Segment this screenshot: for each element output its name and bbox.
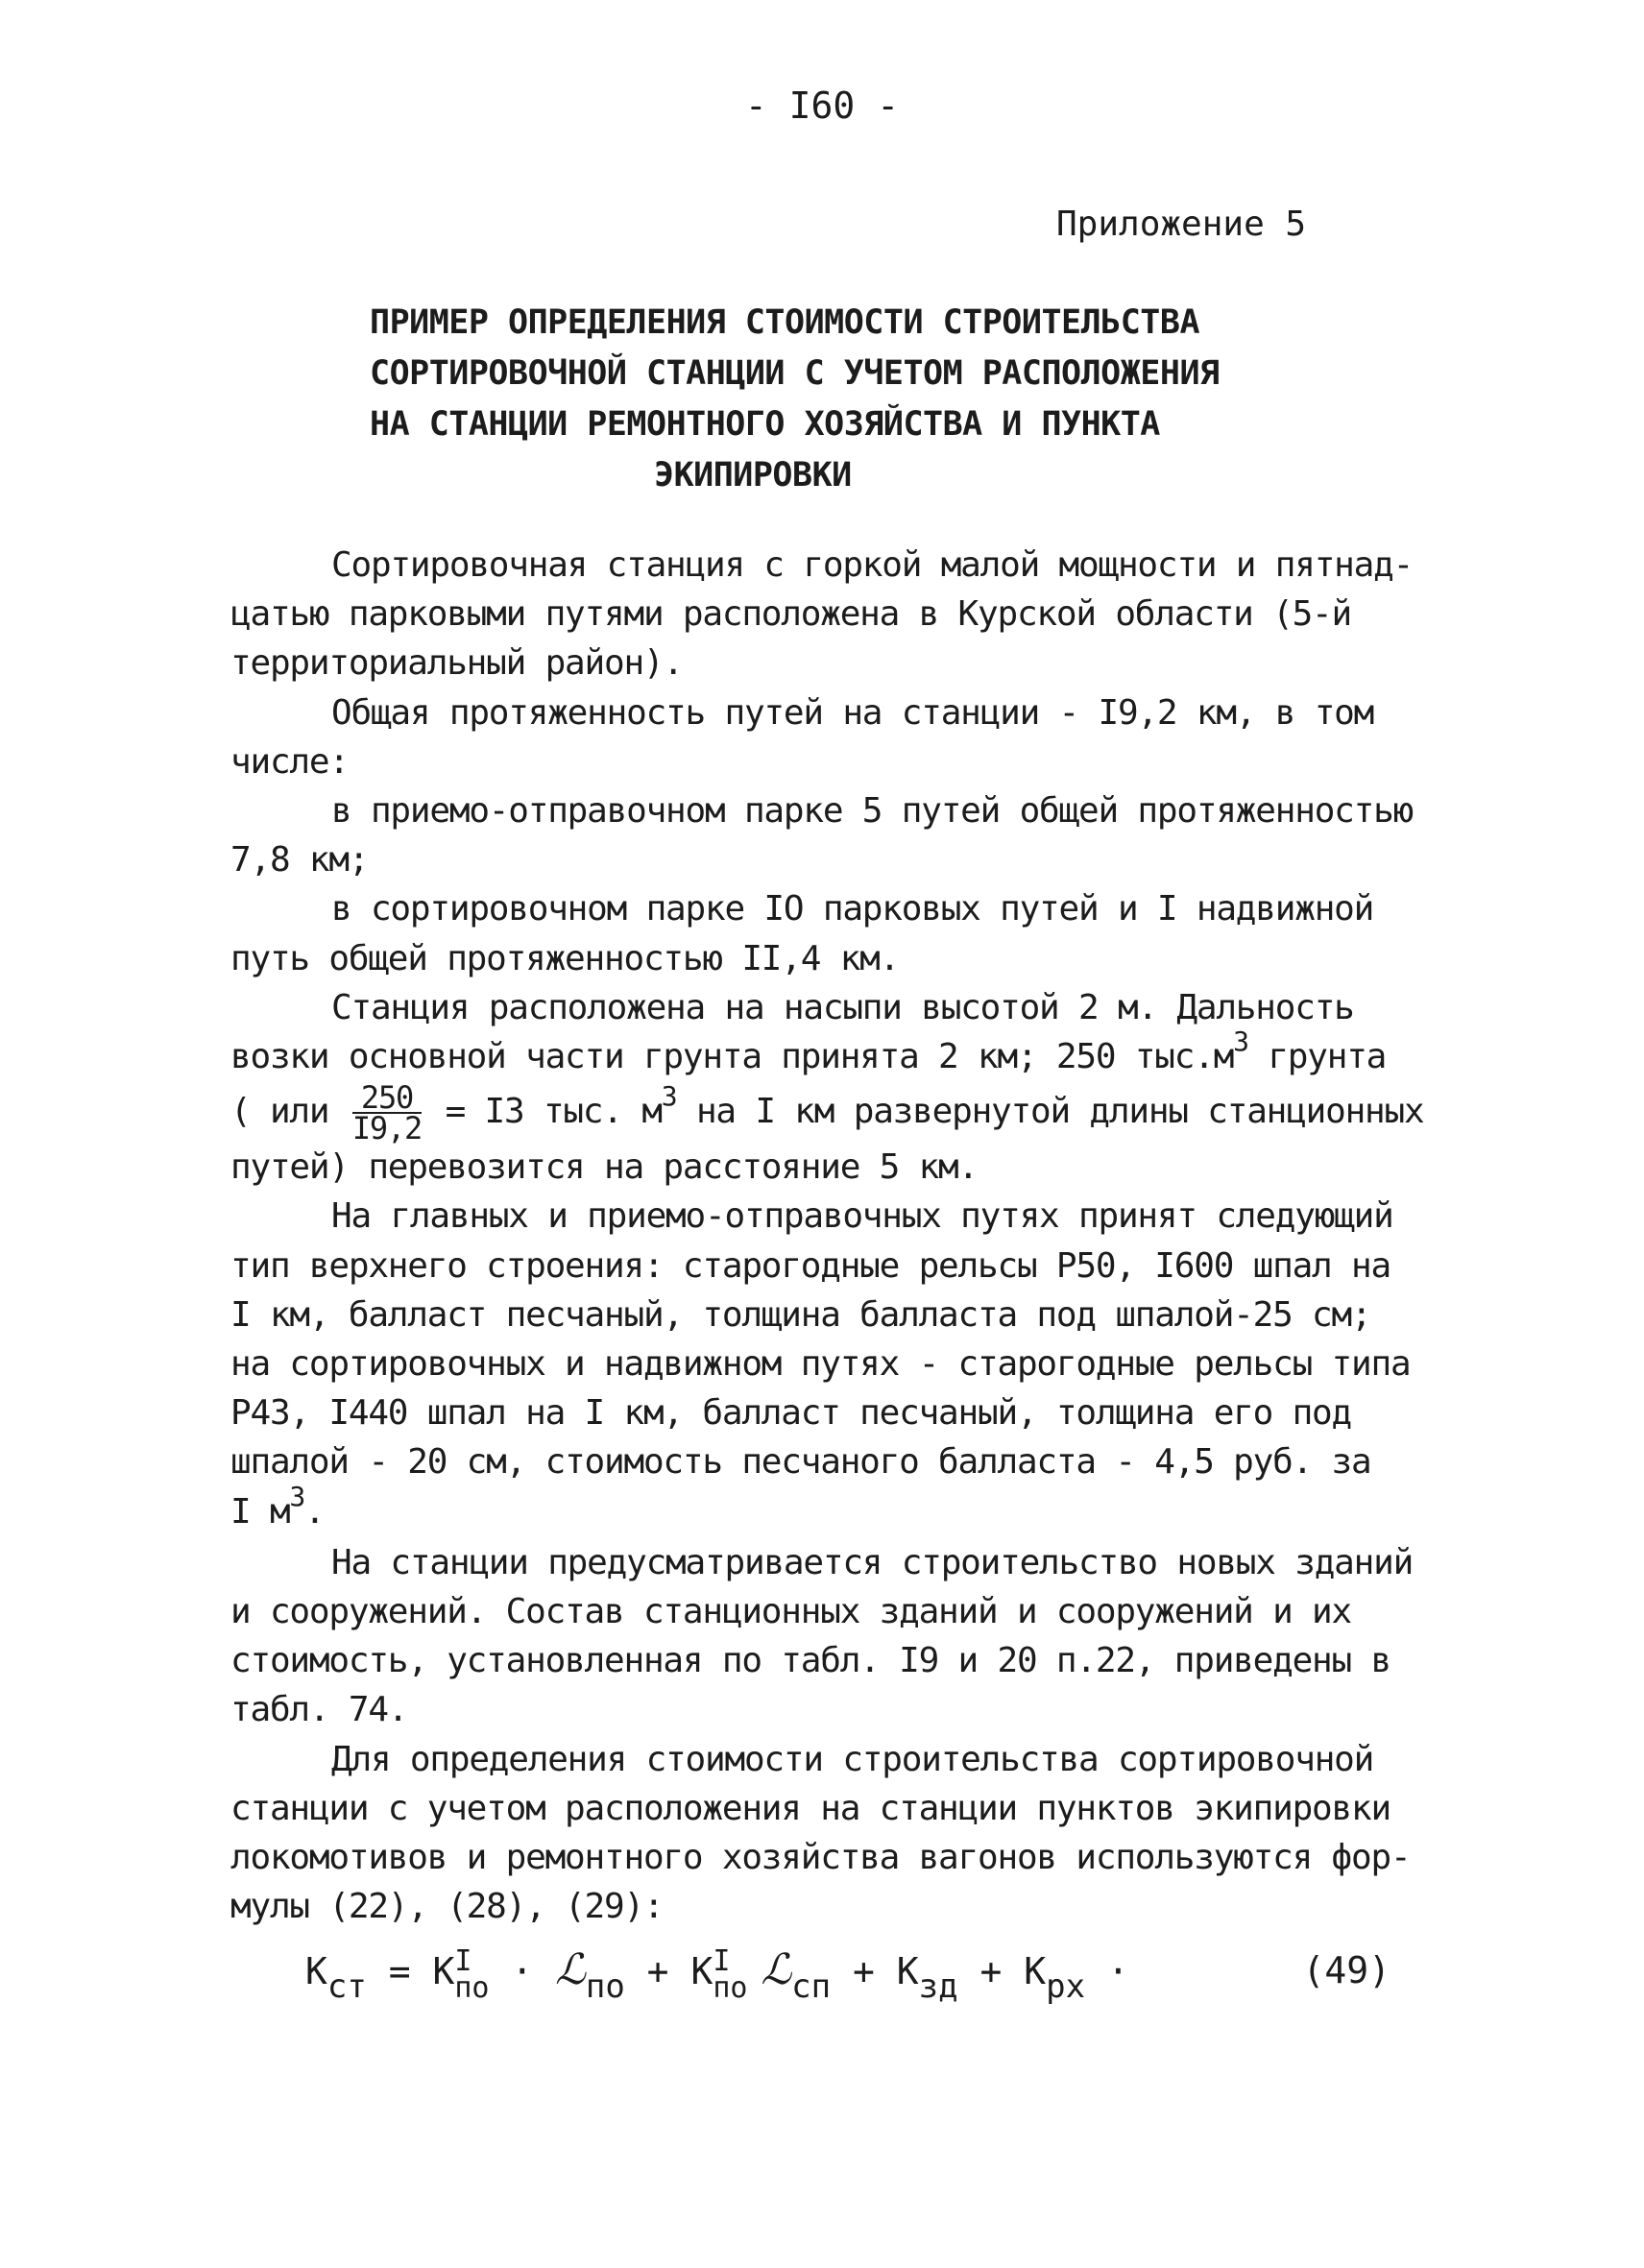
formula-superscript: I xyxy=(713,1944,731,1978)
formula-operator: = xyxy=(366,1950,433,1992)
text-line: Р43, I440 шпал на I км, балласт песчаный, толщина его под xyxy=(230,1393,1352,1434)
text-fragment: = I3 тыс. м xyxy=(425,1092,662,1132)
text-line: 7,8 км; xyxy=(230,840,369,881)
formula-subscript: ст xyxy=(326,1967,367,2006)
text-fragment: на I км развернутой длины станционных xyxy=(676,1092,1424,1132)
text-line: на сортировочных и надвижном путях - старогодные рельсы типа xyxy=(230,1344,1411,1385)
body-text xyxy=(230,541,1469,1931)
fraction xyxy=(351,1079,423,1147)
text-line: локомотивов и ремонтного хозяйства вагонов используются фор- xyxy=(230,1838,1411,1878)
text-line: путей) перевозится на расстояние 5 км. xyxy=(230,1147,979,1188)
formula-symbol: ℒ xyxy=(555,1945,586,1994)
text-fragment: возки основной части грунта принята 2 км; 250 тыс.м xyxy=(230,1037,1234,1077)
text-line xyxy=(230,1480,1469,1538)
formula-symbol: К xyxy=(690,1950,713,1992)
text-line: станции с учетом расположения на станции пунктов экипировки xyxy=(230,1788,1390,1828)
formula-operator: + xyxy=(624,1950,691,1992)
superscript: 3 xyxy=(661,1080,677,1113)
text-line: цатью парковыми путями расположена в Курской области (5-й xyxy=(230,594,1352,635)
text-line: стоимость, установленная по табл. I9 и 20 п.22, приведены в xyxy=(230,1641,1390,1681)
text-line: шпалой - 20 см, стоимость песчаного балласта - 4,5 руб. за xyxy=(230,1442,1371,1483)
formula-symbol: К xyxy=(432,1950,455,1992)
title-line: СОРТИРОВОЧНОЙ СТАНЦИИ С УЧЕТОМ РАСПОЛОЖЕНИЯ xyxy=(370,354,1220,393)
paragraph xyxy=(230,1735,1469,1932)
formula-operator: · xyxy=(1085,1950,1129,1992)
page-number: - I60 - xyxy=(744,84,900,127)
document-title xyxy=(370,298,1263,501)
paragraph xyxy=(230,1192,1469,1537)
formula-subscript: сп xyxy=(791,1967,832,2006)
fraction-numerator: 250 xyxy=(352,1083,422,1114)
formula-subscript: по xyxy=(454,1971,490,2005)
formula-indices xyxy=(713,1944,748,2005)
superscript: 3 xyxy=(1233,1025,1248,1058)
text-line: На станции предусматривается строительство новых зданий xyxy=(331,1542,1414,1582)
text-line: тип верхнего строения: старогодные рельсы Р50, I600 шпал на xyxy=(230,1245,1390,1286)
formula-indices xyxy=(454,1944,490,2005)
title-line: ПРИМЕР ОПРЕДЕЛЕНИЯ СТОИМОСТИ СТРОИТЕЛЬСТВА xyxy=(370,303,1200,342)
text-line: в сортировочном парке IO парковых путей и I надвижной xyxy=(331,889,1374,929)
text-line xyxy=(230,1079,1469,1147)
formula-number: (49) xyxy=(1302,1949,1390,1991)
fraction-denominator: I9,2 xyxy=(351,1110,423,1147)
text-line: Общая протяженность путей на станции - I9,2 км, в том xyxy=(331,692,1374,733)
text-fragment: ( или xyxy=(230,1092,349,1132)
text-line xyxy=(230,1025,1469,1083)
text-fragment: . xyxy=(304,1491,325,1532)
text-line: Сортировочная станция с горкой малой мощности и пятнад- xyxy=(331,545,1414,585)
paragraph xyxy=(230,884,1469,982)
text-line: в приемо-отправочном парке 5 путей общей протяженностью xyxy=(331,791,1414,832)
paragraph xyxy=(230,541,1469,688)
formula-operator: + xyxy=(831,1950,897,1992)
paragraph xyxy=(230,983,1469,1193)
text-line: На главных и приемо-отправочных путях принят следующий xyxy=(331,1196,1393,1237)
text-line: Станция расположена на насыпи высотой 2 м. Дальность xyxy=(331,987,1354,1027)
formula-49 xyxy=(305,1942,1410,2006)
text-fragment: грунта xyxy=(1247,1037,1387,1077)
formula-subscript: зд xyxy=(918,1967,958,2006)
formula-subscript: по xyxy=(585,1967,625,2006)
paragraph xyxy=(230,688,1469,786)
text-line: путь общей протяженностью II,4 км. xyxy=(230,938,900,978)
formula-subscript: по xyxy=(713,1971,748,2005)
formula-operator: + xyxy=(957,1950,1025,1992)
formula-symbol: К xyxy=(305,1950,327,1992)
text-line: Для определения стоимости строительства сортировочной xyxy=(331,1739,1374,1779)
text-line: территориальный район). xyxy=(230,643,683,684)
superscript: 3 xyxy=(289,1480,305,1512)
formula-operator: · xyxy=(489,1950,556,1992)
appendix-label: Приложение 5 xyxy=(1056,205,1307,244)
paragraph xyxy=(230,786,1469,884)
formula-symbol: К xyxy=(1024,1950,1047,1992)
title-line: НА СТАНЦИИ РЕМОНТНОГО ХОЗЯЙСТВА И ПУНКТА xyxy=(370,405,1160,444)
text-line: I км, балласт песчаный, толщина балласта под шпалой-25 см; xyxy=(230,1294,1371,1335)
text-line: табл. 74. xyxy=(230,1690,408,1730)
formula-superscript: I xyxy=(454,1944,472,1978)
text-line: мулы (22), (28), (29): xyxy=(230,1887,664,1927)
title-line: ЭКИПИРОВКИ xyxy=(654,456,852,495)
formula-symbol: К xyxy=(896,1950,919,1992)
formula-symbol: ℒ xyxy=(747,1945,792,1994)
formula-subscript: рх xyxy=(1046,1967,1086,2006)
text-fragment: I м xyxy=(230,1491,290,1532)
text-line: числе: xyxy=(230,741,349,782)
paragraph xyxy=(230,1538,1469,1735)
text-line: и сооружений. Состав станционных зданий и сооружений и их xyxy=(230,1592,1352,1632)
